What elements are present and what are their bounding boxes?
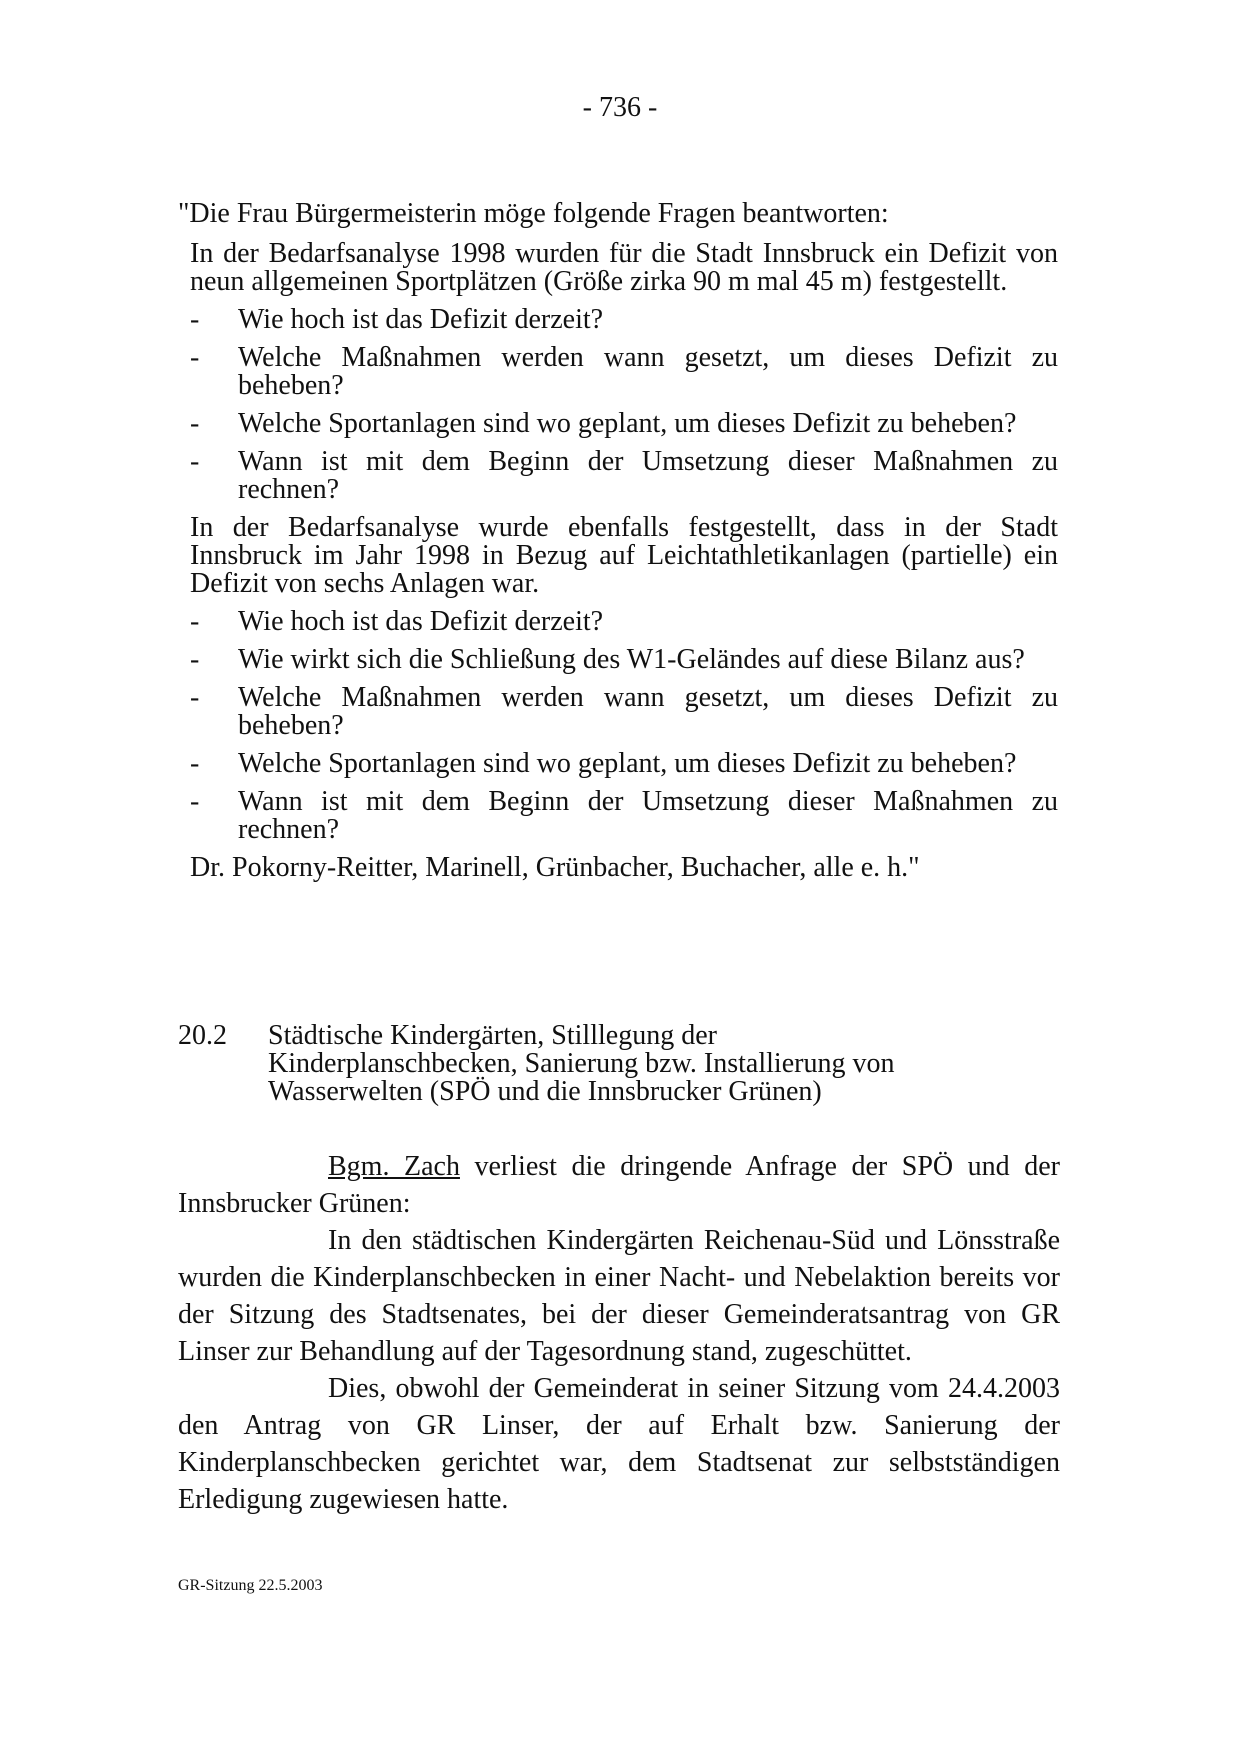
list-dash: - <box>190 446 200 477</box>
question-item <box>190 448 1058 504</box>
quote-paragraph-2: In der Bedarfsanalyse wurde ebenfalls festgestellt, dass in der Stadt Innsbruck im Jahr 1998 in Bezug auf Leichtathletikanlagen (partielle) ein Defizit von sechs Anlagen war. <box>190 512 1058 599</box>
body-paragraph-1-text: verliest die dringende Anfrage der SPÖ und der Innsbrucker Grünen: <box>178 1151 1060 1219</box>
section-heading <box>178 1022 938 1106</box>
question-item <box>190 788 1058 844</box>
list-dash: - <box>190 786 200 817</box>
question-item <box>190 306 1058 334</box>
question-text: Wann ist mit dem Beginn der Umsetzung dieser Maßnahmen zu rechnen? <box>238 786 1058 845</box>
quote-body <box>178 240 1058 882</box>
inquiry-quote <box>178 200 1058 892</box>
body-paragraph-3: Dies, obwohl der Gemeinderat in seiner Sitzung vom 24.4.2003 den Antrag von GR Linser, der auf Erhalt bzw. Sanierung der Kinderplanschbecken gerichtet war, dem Stadtsenat zur selbstständigen Erledigung zugewiesen hatte. <box>178 1373 1060 1515</box>
question-item <box>190 344 1058 400</box>
body-text <box>178 1148 1060 1518</box>
question-text: Wie wirkt sich die Schließung des W1-Geländes auf diese Bilanz aus? <box>238 644 1025 675</box>
question-text: Welche Sportanlagen sind wo geplant, um dieses Defizit zu beheben? <box>238 748 1017 779</box>
question-text: Wann ist mit dem Beginn der Umsetzung dieser Maßnahmen zu rechnen? <box>238 446 1058 505</box>
question-item <box>190 684 1058 740</box>
list-dash: - <box>190 304 200 335</box>
question-text: Wie hoch ist das Defizit derzeit? <box>238 304 604 335</box>
list-dash: - <box>190 342 200 373</box>
section-title: Städtische Kindergärten, Stilllegung der Kinderplanschbecken, Sanierung bzw. Installierung von Wasserwelten (SPÖ und die Innsbrucker Grünen) <box>268 1020 895 1107</box>
list-dash: - <box>190 408 200 439</box>
question-text: Welche Maßnahmen werden wann gesetzt, um dieses Defizit zu beheben? <box>238 342 1058 401</box>
speaker-name: Bgm. Zach <box>328 1151 460 1182</box>
question-text: Wie hoch ist das Defizit derzeit? <box>238 606 604 637</box>
list-dash: - <box>190 748 200 779</box>
signatures: Dr. Pokorny-Reitter, Marinell, Grünbacher, Buchacher, alle e. h." <box>190 852 920 883</box>
footer: GR-Sitzung 22.5.2003 <box>178 1577 323 1594</box>
body-paragraph-1 <box>178 1148 1060 1222</box>
section-number: 20.2 <box>178 1020 227 1051</box>
page-number: - 736 - <box>582 92 658 123</box>
list-dash: - <box>190 606 200 637</box>
quote-intro: "Die Frau Bürgermeisterin möge folgende Fragen beantworten: <box>178 198 889 229</box>
list-dash: - <box>190 644 200 675</box>
quote-paragraph-1: In der Bedarfsanalyse 1998 wurden für die Stadt Innsbruck ein Defizit von neun allgemeinen Sportplätzen (Größe zirka 90 m mal 45 m) festgestellt. <box>190 238 1058 297</box>
question-text: Welche Sportanlagen sind wo geplant, um dieses Defizit zu beheben? <box>238 408 1017 439</box>
question-item <box>190 646 1058 674</box>
question-item <box>190 608 1058 636</box>
question-item <box>190 750 1058 778</box>
list-dash: - <box>190 682 200 713</box>
question-item <box>190 410 1058 438</box>
question-text: Welche Maßnahmen werden wann gesetzt, um dieses Defizit zu beheben? <box>238 682 1058 741</box>
body-paragraph-2: In den städtischen Kindergärten Reichenau-Süd und Lönsstraße wurden die Kinderplanschbecken in einer Nacht- und Nebelaktion bereits vor der Sitzung des Stadtsenates, bei der dieser Gemeinderatsantrag von GR Linser zur Behandlung auf der Tagesordnung stand, zugeschüttet. <box>178 1225 1060 1367</box>
